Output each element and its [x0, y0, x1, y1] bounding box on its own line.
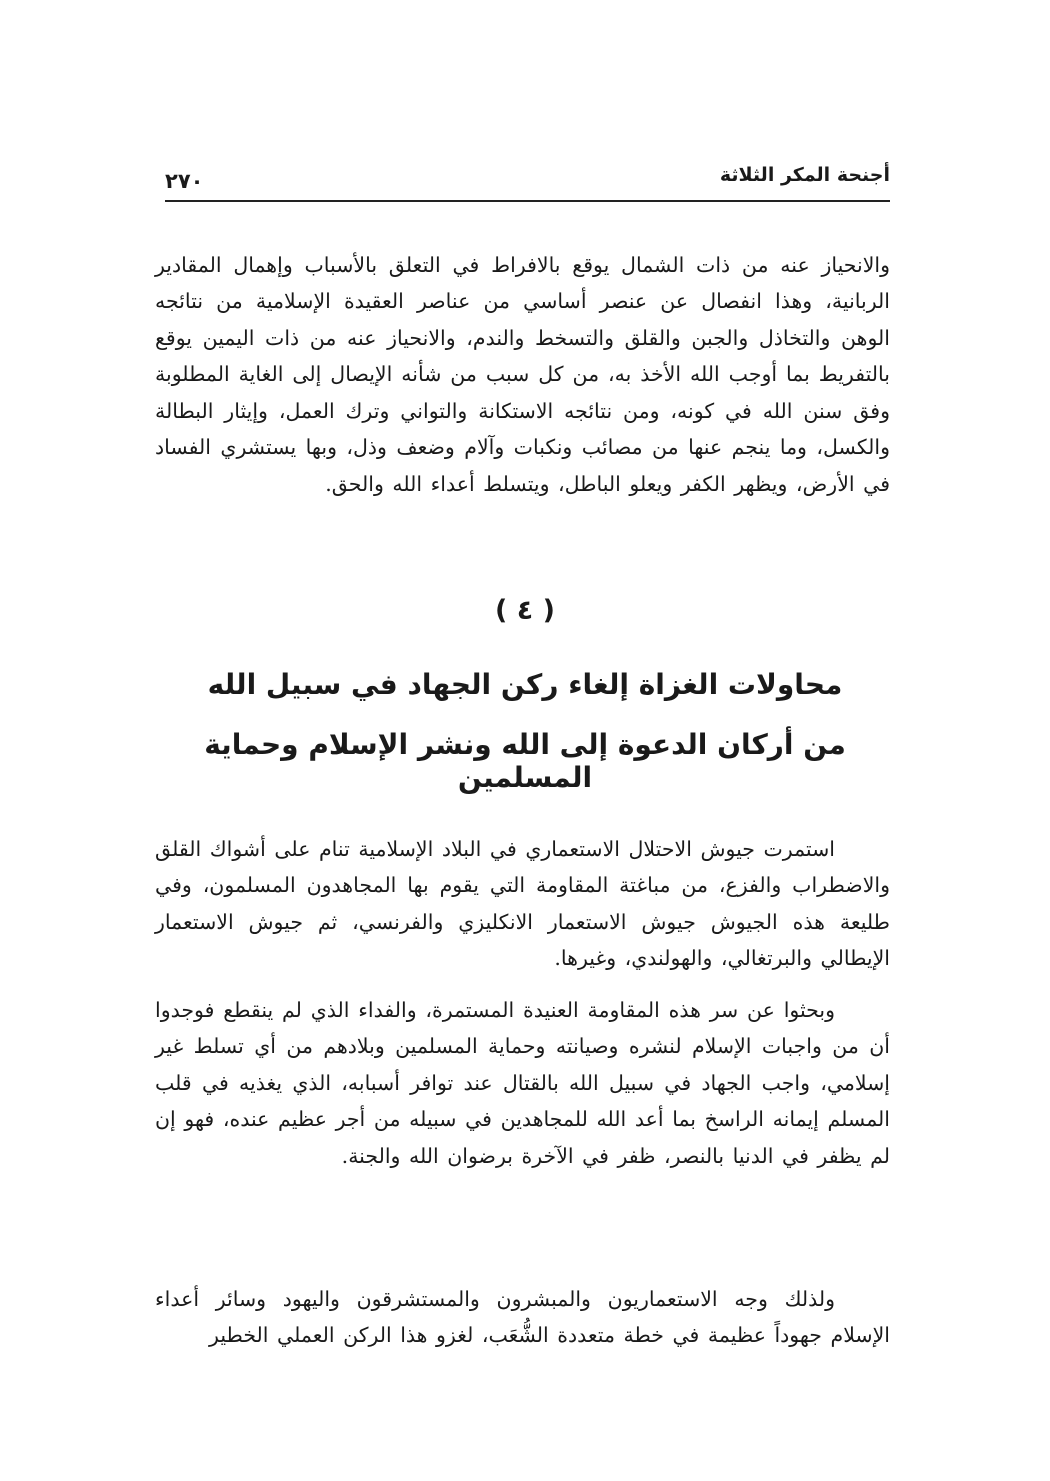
section-title-line-2: من أركان الدعوة إلى الله ونشر الإسلام وحماية المسلمين	[204, 728, 846, 794]
section-number: ( ٤ )	[495, 595, 555, 626]
page-number: ٢٧٠	[165, 169, 204, 193]
paragraph-enemies-efforts: ولذلك وجه الاستعماريون والمبشرون والمستشرقون واليهود وسائر أعداء الإسلام جهوداً عظيمة في خطة متعددة الشُّعَب، لغزو هذا الركن العملي الخطير	[155, 1286, 890, 1348]
running-header-title: أجنحة المكر الثلاثة	[719, 164, 890, 186]
section-title-line-1: محاولات الغزاة إلغاء ركن الجهاد في سبيل الله	[207, 668, 843, 701]
paragraph-continued: والانحياز عنه من ذات الشمال يوقع بالافراط في التعلق بالأسباب وإهمال المقادير الربانية، وهذا انفصال عن عنصر أساسي من عناصر العقيدة الإسلامية من نتائجه الوهن والتخاذل والجبن والقلق والتسخط والندم، والانحياز عنه من ذات اليمين يوقع بالتفريط بما أوجب الله الأخذ به، من كل سبب من شأنه الإيصال إلى الغاية المطلوبة وفق سنن الله في كونه، ومن نتائجه الاستكانة والتواني وترك العمل، وإيثار البطالة والكسل، وما ينجم عنها من مصائب ونكبات وآلام وضعف وذل، وبها يستشري الفساد في الأرض، ويظهر الكفر ويعلو الباطل، ويتسلط أعداء الله والحق.	[155, 252, 890, 497]
running-header	[165, 160, 890, 202]
paragraph-resistance-secret: وبحثوا عن سر هذه المقاومة العنيدة المستمرة، والفداء الذي لم ينقطع فوجدوا أن من واجبات الإسلام لنشره وصيانته وحماية المسلمين وبلادهم من أي تسلط غير إسلامي، واجب الجهاد في سبيل الله بالقتال عند توافر أسبابه، الذي يغذيه في قلب المسلم إيمانه الراسخ بما أعد الله للمجاهدين في سبيله من أجر عظيم عنده، فهو إن لم يظفر في الدنيا بالنصر، ظفر في الآخرة برضوان الله والجنة.	[155, 997, 890, 1168]
paragraph-occupation-armies: استمرت جيوش الاحتلال الاستعماري في البلاد الإسلامية تنام على أشواك القلق والاضطراب والفزع، من مباغتة المقاومة التي يقوم بها المجاهدون المسلمون، وفي طليعة هذه الجيوش جيوش الاستعمار الانكليزي والفرنسي، ثم جيوش الاستعمار الإيطالي والبرتغالي، والهولندي، وغيرها.	[155, 836, 890, 971]
